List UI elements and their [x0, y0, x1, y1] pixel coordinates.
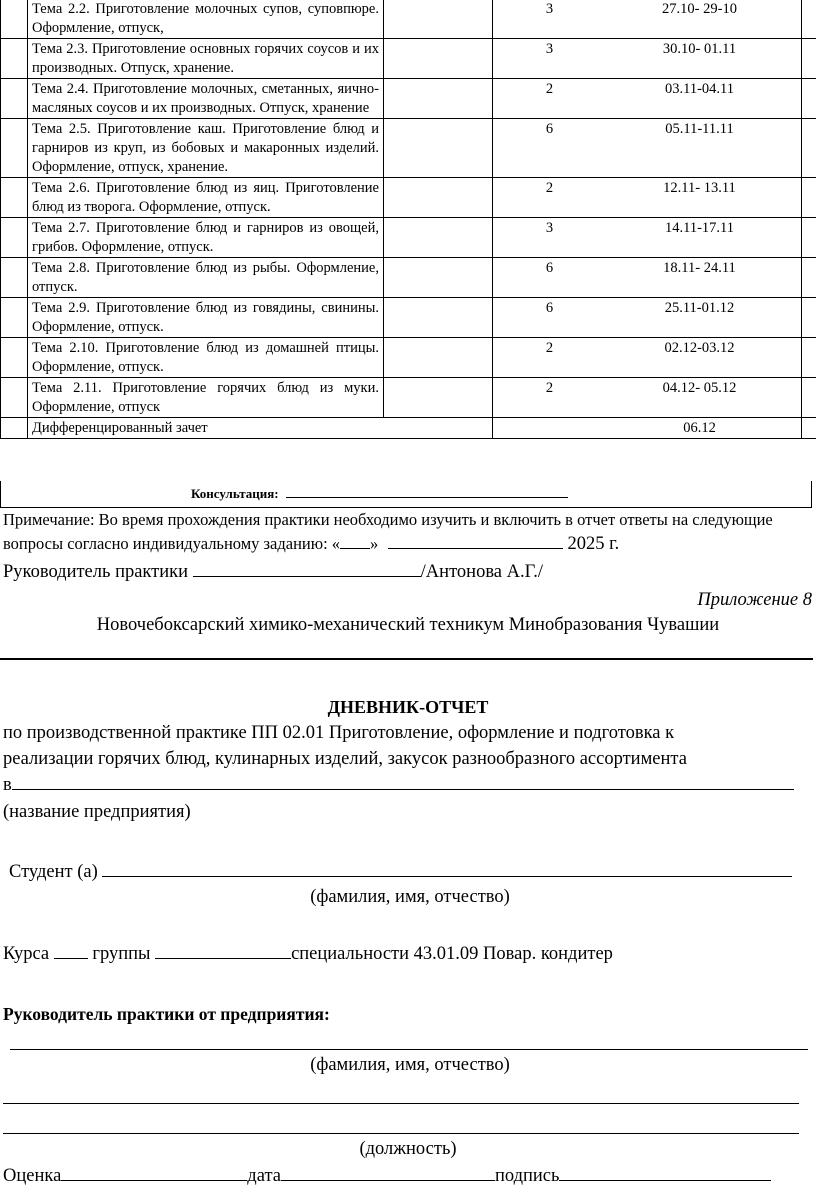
mark-cell[interactable]	[802, 378, 816, 418]
blank-cell	[384, 378, 493, 418]
practice-line1: по производственной практике ПП 02.01 Приготовление, оформление и подготовка к	[3, 723, 675, 743]
row-index-cell	[1, 178, 28, 218]
blank-cell	[384, 119, 493, 178]
hours-dates-cell	[493, 218, 802, 258]
topic-cell: Тема 2.10. Приготовление блюд из домашней птицы. Оформление, отпуск.	[28, 338, 384, 378]
note-line2	[3, 534, 619, 555]
topic-cell: Тема 2.9. Приготовление блюд из говядины, свинины. Оформление, отпуск.	[28, 298, 384, 338]
month-blank[interactable]	[388, 548, 563, 549]
blank-cell	[384, 0, 493, 39]
row-index-cell	[1, 0, 28, 39]
hours-dates-cell	[493, 178, 802, 218]
hours-value: 2	[545, 380, 554, 396]
student-blank[interactable]	[102, 876, 792, 877]
row-index-cell	[1, 418, 28, 439]
enterprise-blank[interactable]	[12, 789, 794, 790]
row-index-cell	[1, 119, 28, 178]
mark-cell[interactable]	[802, 338, 816, 378]
signature-label: подпись	[494, 1166, 560, 1186]
schedule-table	[0, 0, 816, 439]
mark-cell[interactable]	[802, 218, 816, 258]
mark-cell[interactable]	[802, 119, 816, 178]
table-row	[1, 39, 816, 79]
hours-value: 2	[545, 340, 554, 356]
row-index-cell	[1, 39, 28, 79]
enterprise-caption: (название предприятия)	[3, 802, 191, 822]
blank-cell	[384, 178, 493, 218]
position-caption: (должность)	[359, 1139, 457, 1159]
student-line	[9, 862, 792, 883]
hours-value: 3	[545, 220, 554, 236]
hours-value: 3	[545, 41, 554, 57]
college-name: Новочебоксарский химико-механический техникум Минобразования Чувашии	[96, 615, 720, 635]
supervisor-blank[interactable]	[193, 576, 421, 577]
topic-cell: Тема 2.5. Приготовление каш. Приготовление блюд и гарниров из круп, из бобовых и макаронных изделий. Оформление, отпуск, хранение.	[28, 119, 384, 178]
hours-dates-cell	[493, 338, 802, 378]
year-text: 2025 г.	[567, 534, 620, 554]
table-row	[1, 298, 816, 338]
topic-cell: Тема 2.4. Приготовление молочных, сметанных, яично-масляных соусов и их производных. Отпуск, хранение	[28, 79, 384, 119]
quote-close: »	[370, 534, 379, 553]
blank-cell	[384, 298, 493, 338]
course-line	[3, 944, 613, 965]
mark-cell[interactable]	[802, 298, 816, 338]
hours-value: 2	[545, 180, 554, 196]
grade-label: Оценка	[3, 1166, 62, 1186]
dates-value: 14.11-17.11	[664, 220, 734, 236]
topic-cell: Тема 2.6. Приготовление блюд из яиц. Приготовление блюд из творога. Оформление, отпуск.	[28, 178, 384, 218]
dates-value: 27.10- 29-10	[662, 1, 737, 17]
practice-line2: реализации горячих блюд, кулинарных изделий, закусок разнообразного ассортимента	[3, 749, 687, 769]
signature-blank[interactable]	[559, 1180, 771, 1181]
topic-cell: Тема 2.11. Приготовление горячих блюд из муки. Оформление, отпуск	[28, 378, 384, 418]
dates-value: 18.11- 24.11	[663, 260, 736, 276]
mark-cell[interactable]	[802, 258, 816, 298]
hours-dates-cell	[493, 298, 802, 338]
consult-blank[interactable]	[286, 497, 568, 498]
hours-dates-cell	[493, 378, 802, 418]
table-row	[1, 119, 816, 178]
final-date-cell	[493, 418, 802, 439]
hours-value: 3	[545, 1, 554, 17]
fio-caption-2: (фамилия, имя, отчество)	[310, 1055, 510, 1075]
appendix-label: Приложение 8	[697, 590, 812, 610]
group-blank[interactable]	[155, 958, 291, 959]
mark-cell[interactable]	[802, 178, 816, 218]
dates-value: 30.10- 01.11	[662, 41, 737, 57]
consult-row	[0, 481, 812, 508]
dates-value: 04.12- 05.12	[662, 380, 737, 396]
topic-cell: Тема 2.8. Приготовление блюд из рыбы. Оформление, отпуск.	[28, 258, 384, 298]
header-rule	[0, 658, 813, 660]
table-row	[1, 378, 816, 418]
table-row	[1, 338, 816, 378]
row-index-cell	[1, 79, 28, 119]
student-label: Студент (а)	[9, 862, 98, 882]
day-blank[interactable]	[340, 548, 370, 549]
final-date: 06.12	[683, 420, 716, 436]
diary-title: ДНЕВНИК-ОТЧЕТ	[327, 697, 489, 717]
mark-cell[interactable]	[802, 418, 816, 439]
hours-dates-cell	[493, 79, 802, 119]
blank-cell	[384, 39, 493, 79]
hours-dates-cell	[493, 0, 802, 39]
hours-value: 6	[545, 300, 554, 316]
hours-dates-cell	[493, 119, 802, 178]
supervisor-label: Руководитель практики	[3, 562, 189, 582]
supervisor-fio-blank[interactable]	[10, 1049, 808, 1050]
dates-value: 12.11- 13.11	[663, 180, 736, 196]
table-row	[1, 178, 816, 218]
fio-caption: (фамилия, имя, отчество)	[310, 887, 510, 907]
final-row	[1, 418, 816, 439]
note-line1: Примечание: Во время прохождения практики необходимо изучить и включить в отчет ответы на следующие	[3, 510, 773, 529]
date-label: дата	[247, 1166, 281, 1186]
hours-dates-cell	[493, 258, 802, 298]
table-row	[1, 0, 816, 39]
hours-value: 2	[545, 81, 554, 97]
date-blank[interactable]	[281, 1180, 495, 1181]
blank-cell	[384, 258, 493, 298]
hours-value: 6	[545, 260, 554, 276]
row-index-cell	[1, 218, 28, 258]
table-row	[1, 218, 816, 258]
blank-cell	[384, 79, 493, 119]
table-row	[1, 258, 816, 298]
table-row	[1, 79, 816, 119]
course-label: Курса	[3, 944, 50, 964]
row-index-cell	[1, 258, 28, 298]
consult-label: Консультация:	[191, 486, 279, 501]
group-label: группы	[92, 944, 151, 964]
grade-line	[3, 1166, 771, 1187]
mark-cell[interactable]	[802, 0, 816, 39]
enterprise-supervisor-label: Руководитель практики от предприятия:	[3, 1004, 330, 1024]
hours-dates-cell	[493, 39, 802, 79]
in-label: в	[3, 775, 12, 795]
row-index-cell	[1, 378, 28, 418]
dates-value: 03.11-04.11	[664, 81, 734, 97]
mark-cell[interactable]	[802, 79, 816, 119]
dates-value: 02.12-03.12	[664, 340, 735, 356]
dates-value: 05.11-11.11	[665, 121, 734, 137]
row-index-cell	[1, 338, 28, 378]
topic-cell: Тема 2.7. Приготовление блюд и гарниров из овощей, грибов. Оформление, отпуск.	[28, 218, 384, 258]
supervisor-line	[3, 562, 543, 583]
position-blank-1[interactable]	[3, 1103, 799, 1104]
hours-value: 6	[545, 121, 554, 137]
specialty-text: специальности 43.01.09 Повар. кондитер	[291, 944, 613, 964]
row-index-cell	[1, 298, 28, 338]
topic-cell: Тема 2.2. Приготовление молочных супов, суповпюре. Оформление, отпуск,	[28, 0, 384, 39]
dates-value: 25.11-01.12	[664, 300, 735, 316]
position-blank-2[interactable]	[3, 1133, 799, 1134]
enterprise-line	[3, 775, 794, 796]
supervisor-name: /Антонова А.Г./	[420, 562, 543, 582]
final-label: Дифференцированный зачет	[28, 418, 493, 439]
mark-cell[interactable]	[802, 39, 816, 79]
grade-blank[interactable]	[61, 1180, 247, 1181]
topic-cell: Тема 2.3. Приготовление основных горячих соусов и их производных. Отпуск, хранение.	[28, 39, 384, 79]
note-text: вопросы согласно индивидуальному заданию: «	[3, 534, 341, 553]
blank-cell	[384, 218, 493, 258]
blank-cell	[384, 338, 493, 378]
course-blank[interactable]	[54, 958, 88, 959]
